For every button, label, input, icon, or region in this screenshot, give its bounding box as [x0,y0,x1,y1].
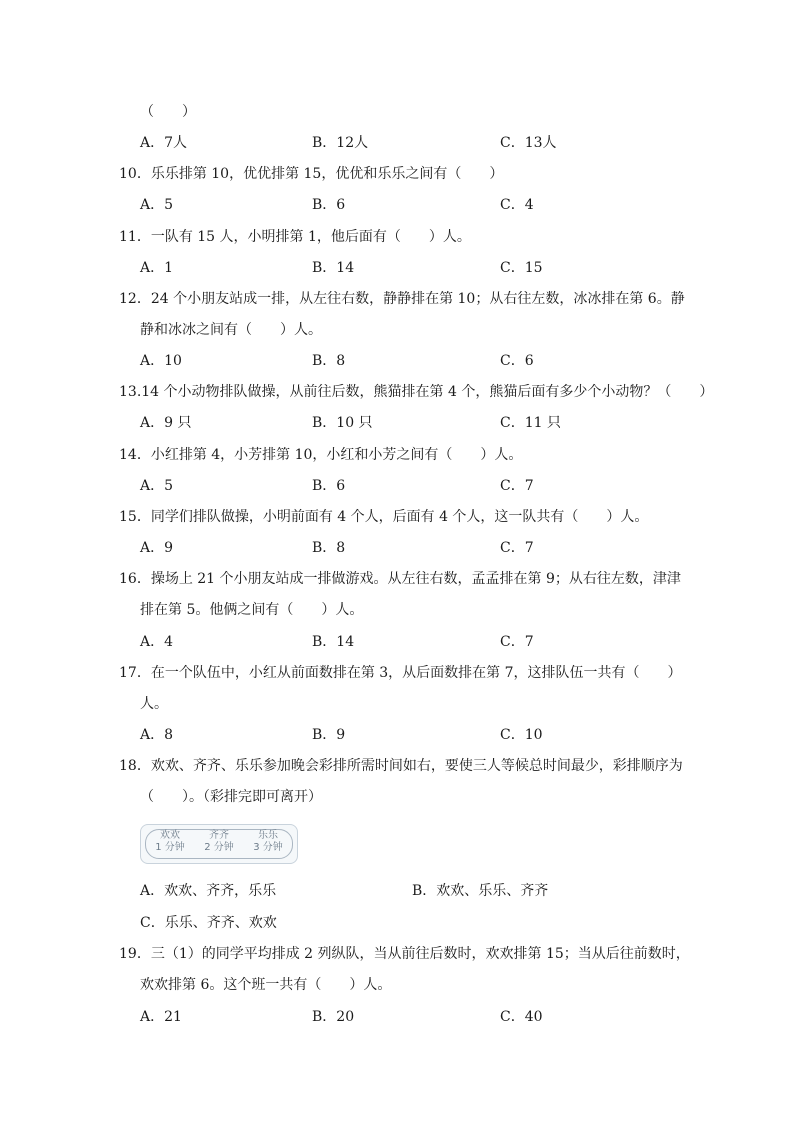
q17-stem-line1: 17．在一个队伍中，小红从前面数排在第 3，从后面数排在第 7，这排队伍一共有（ ） [119,665,682,681]
q10-option-a[interactable]: A．5 [140,197,174,213]
q13-option-c[interactable]: C．11 只 [500,415,561,431]
q19-option-a[interactable]: A．21 [140,1009,182,1025]
q13-option-a[interactable]: A．9 只 [140,415,192,431]
q15-option-a[interactable]: A．9 [140,540,174,556]
q10-stem: 10．乐乐排第 10，优优排第 15，优优和乐乐之间有（ ） [119,166,504,182]
q9-option-c[interactable]: C．13人 [500,135,557,151]
q10-option-b[interactable]: B．6 [312,197,346,213]
q18-stem-line1: 18．欢欢、齐齐、乐乐参加晚会彩排所需时间如右，要使三人等候总时间最少，彩排顺序为 [119,758,683,774]
q9-option-b[interactable]: B．12人 [312,135,369,151]
q15-option-c[interactable]: C．7 [500,540,534,556]
q12-option-b[interactable]: B．8 [312,353,346,369]
q16-option-a[interactable]: A．4 [140,634,174,650]
q17-option-c[interactable]: C．10 [500,727,543,743]
q16-option-c[interactable]: C．7 [500,634,534,650]
q15-stem: 15．同学们排队做操，小明前面有 4 个人，后面有 4 个人，这一队共有（ ）人。 [119,509,649,525]
q19-option-b[interactable]: B．20 [312,1009,355,1025]
q18-option-c[interactable]: C．乐乐、齐齐、欢欢 [140,915,277,931]
q13-option-b[interactable]: B．10 只 [312,415,373,431]
q17-option-b[interactable]: B．9 [312,727,346,743]
figure-time: 2 分钟 [204,842,234,853]
q12-stem-line1: 12．24 个小朋友站成一排，从左往右数，静静排在第 10；从右往左数，冰冰排在第 6。静 [119,291,685,307]
q17-stem-line2: 人。 [140,696,168,712]
rehearsal-time-figure [140,824,298,864]
figure-name: 欢欢 [160,830,180,841]
q15-option-b[interactable]: B．8 [312,540,346,556]
q10-option-c[interactable]: C．4 [500,197,534,213]
figure-cell-lele [245,830,291,854]
q11-option-a[interactable]: A．1 [140,260,174,276]
figure-cell-huanhuan [147,830,193,854]
q11-stem: 11．一队有 15 人，小明排第 1，他后面有（ ）人。 [119,229,471,245]
q16-stem-line1: 16．操场上 21 个小朋友站成一排做游戏。从左往右数，孟孟排在第 9；从右往左数，津津 [119,571,681,587]
q19-stem-line1: 19．三（1）的同学平均排成 2 列纵队，当从前往后数时，欢欢排第 15；当从后往前数时， [119,946,690,962]
q18-stem-line2: （ ）。（彩排完即可离开） [140,789,322,805]
q16-stem-line2: 排在第 5。他俩之间有（ ）人。 [140,602,364,618]
q12-option-a[interactable]: A．10 [140,353,182,369]
q11-option-b[interactable]: B．14 [312,260,355,276]
q9-option-a[interactable]: A．7人 [140,135,188,151]
q16-option-b[interactable]: B．14 [312,634,355,650]
q11-option-c[interactable]: C．15 [500,260,543,276]
figure-name: 乐乐 [258,830,278,841]
q12-stem-line2: 静和冰冰之间有（ ）人。 [140,322,322,338]
q17-option-a[interactable]: A．8 [140,727,174,743]
q19-stem-line2: 欢欢排第 6。这个班一共有（ ）人。 [140,977,392,993]
q13-stem: 13.14 个小动物排队做操，从前往后数，熊猫排在第 4 个，熊猫后面有多少个小动物？（ ） [119,384,714,400]
q14-option-b[interactable]: B．6 [312,478,346,494]
q19-option-c[interactable]: C．40 [500,1009,543,1025]
figure-time: 3 分钟 [253,842,283,853]
figure-cell-qiqi [196,830,242,854]
figure-time: 1 分钟 [155,842,185,853]
q18-option-a[interactable]: A．欢欢、齐齐，乐乐 [140,883,277,899]
q14-option-a[interactable]: A．5 [140,478,174,494]
q14-option-c[interactable]: C．7 [500,478,534,494]
q14-stem: 14．小红排第 4，小芳排第 10，小红和小芳之间有（ ）人。 [119,447,523,463]
q9-stem-tail: （ ） [140,104,196,120]
figure-name: 齐齐 [209,830,229,841]
q12-option-c[interactable]: C．6 [500,353,534,369]
q18-option-b[interactable]: B．欢欢、乐乐、齐齐 [412,883,549,899]
